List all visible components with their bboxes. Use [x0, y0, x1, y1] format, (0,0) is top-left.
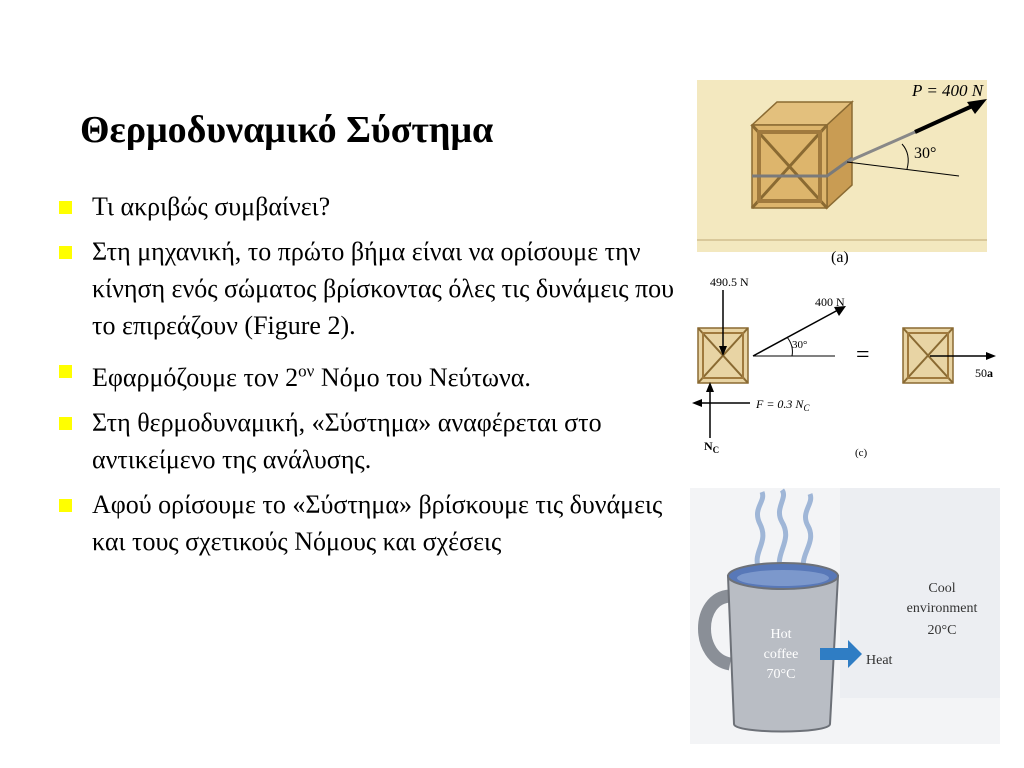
- figure-caption-c: (c): [855, 447, 868, 459]
- force-label: P = 400 N: [912, 81, 984, 100]
- bullet-square-icon: [59, 365, 72, 378]
- bullet-square-icon: [59, 201, 72, 214]
- figure-caption: (a): [831, 249, 849, 266]
- bullet-square-icon: [59, 417, 72, 430]
- bullet-item: [56, 352, 696, 396]
- friction-label: F = 0.3 $N_C$: [756, 397, 810, 413]
- cool-label-2: environment: [906, 601, 978, 616]
- hot-label-2: coffee: [763, 647, 799, 662]
- bullet-text: Στη μηχανική, το πρώτο βήμα είναι να ορίσουμε την κίνηση ενός σώματος βρίσκοντας όλες τις δυνάμεις που το επιρεάζουν (Figure 2).: [92, 237, 675, 340]
- cool-label-1: Cool: [928, 581, 956, 596]
- normal-label: $N_C$: [704, 439, 720, 455]
- bullet-item: [56, 404, 696, 478]
- coffee-mug-figure: [690, 488, 1000, 744]
- free-body-diagram-c: [690, 270, 1010, 465]
- hot-label-1: Hot: [770, 627, 792, 642]
- angle-30-label: 30°: [792, 339, 808, 351]
- bullet-list: [56, 188, 696, 568]
- bullet-text: Στη θερμοδυναμική, «Σύστημα» αναφέρεται στο αντικείμενο της ανάλυσης.: [92, 407, 602, 474]
- bullet-text: Τι ακριβώς συμβαίνει?: [92, 192, 331, 221]
- slide-title: Θερμοδυναμικό Σύστημα: [80, 109, 494, 151]
- bullet-text-pre: Εφαρμόζουμε τον 2: [92, 362, 299, 392]
- bullet-item: [56, 188, 696, 225]
- bullet-item: [56, 233, 696, 344]
- bullet-text: [92, 363, 531, 392]
- crate-figure-a: [697, 80, 997, 270]
- equals-sign: =: [856, 342, 870, 368]
- weight-label: 490.5 N: [710, 275, 749, 289]
- bullet-square-icon: [59, 499, 72, 512]
- bullet-superscript: ον: [298, 361, 315, 380]
- heat-label: Heat: [866, 653, 893, 668]
- cool-label-3: 20°C: [927, 623, 957, 638]
- ma-label: 50a: [975, 366, 993, 380]
- angle-label: 30°: [914, 145, 937, 162]
- hot-label-3: 70°C: [766, 667, 796, 682]
- bullet-square-icon: [59, 246, 72, 259]
- force-400-label: 400 N: [815, 295, 845, 309]
- bullet-item: [56, 486, 696, 560]
- bullet-text: Αφού ορίσουμε το «Σύστημα» βρίσκουμε τις δυνάμεις και τους σχετικούς Νόμους και σχέσεις: [92, 489, 663, 556]
- bullet-text-post: Νόμο του Νεύτωνα.: [314, 362, 531, 392]
